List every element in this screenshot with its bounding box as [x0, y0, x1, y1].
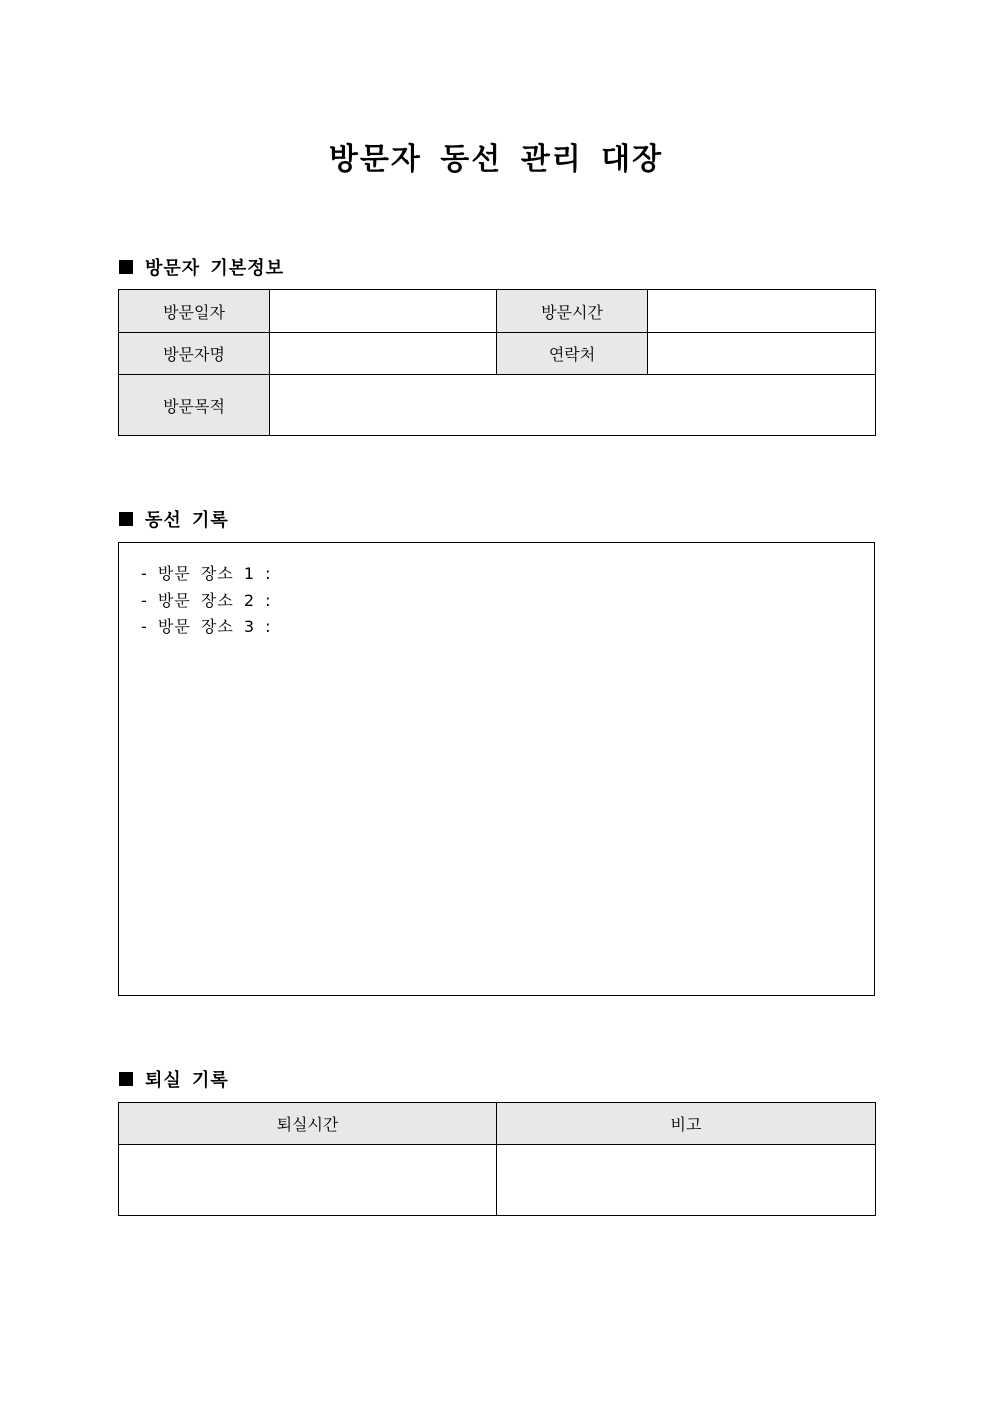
visitor-name-field[interactable]: [270, 333, 497, 375]
section-heading-label: 방문자 기본정보: [145, 258, 284, 279]
table-header-row: [119, 1103, 876, 1145]
route-record-box[interactable]: [118, 542, 875, 996]
visit-date-field[interactable]: [270, 290, 497, 333]
exit-time-field[interactable]: [119, 1145, 497, 1216]
list-item: - 방문 장소 3 :: [141, 617, 272, 636]
remarks-header: 비고: [497, 1103, 876, 1145]
square-bullet-icon: [119, 512, 133, 526]
page-title: 방문자 동선 관리 대장: [328, 142, 664, 177]
basic-info-table: [118, 289, 876, 436]
visit-purpose-field[interactable]: [270, 375, 876, 436]
visit-purpose-label: 방문목적: [119, 375, 270, 436]
table-row: [119, 1145, 876, 1216]
section-heading-label: 동선 기록: [145, 510, 229, 531]
table-row: [119, 290, 876, 333]
section-heading-route: [119, 506, 229, 532]
square-bullet-icon: [119, 260, 133, 274]
contact-label: 연락처: [497, 333, 648, 375]
remarks-field[interactable]: [497, 1145, 876, 1216]
list-item: - 방문 장소 1 :: [141, 564, 272, 583]
section-heading-exit: [119, 1066, 229, 1092]
visit-date-label: 방문일자: [119, 290, 270, 333]
section-heading-basic-info: [119, 254, 284, 280]
list-item: - 방문 장소 2 :: [141, 590, 272, 610]
route-list: [119, 543, 874, 641]
contact-field[interactable]: [648, 333, 876, 375]
square-bullet-icon: [119, 1072, 133, 1086]
section-heading-label: 퇴실 기록: [145, 1070, 229, 1091]
visit-time-label: 방문시간: [497, 290, 648, 333]
exit-record-table: [118, 1102, 876, 1216]
exit-time-header: 퇴실시간: [119, 1103, 497, 1145]
table-row: [119, 375, 876, 436]
visit-time-field[interactable]: [648, 290, 876, 333]
visitor-name-label: 방문자명: [119, 333, 270, 375]
table-row: [119, 333, 876, 375]
